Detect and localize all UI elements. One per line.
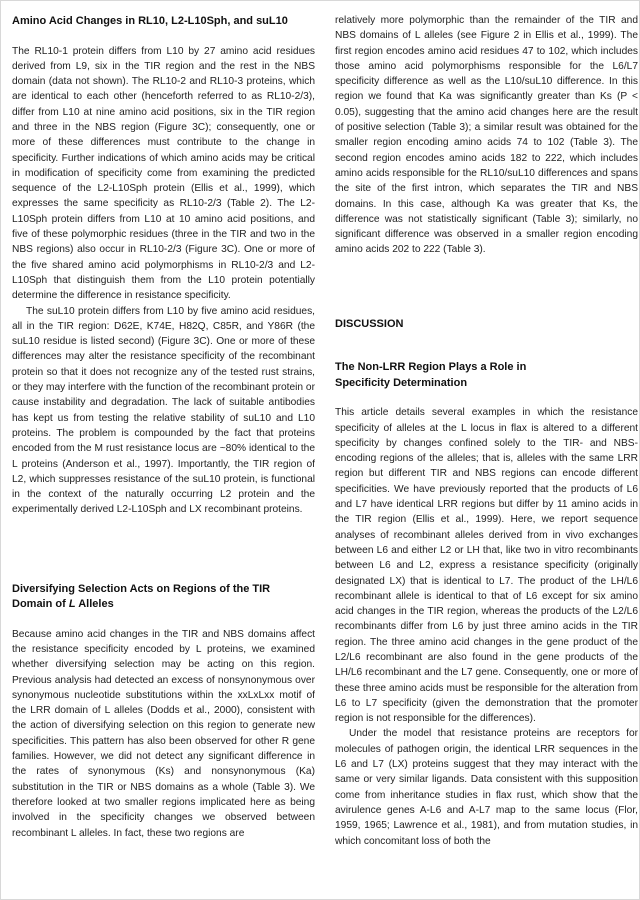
section-heading-diversifying-selection: Diversifying Selection Acts on Regions of the TIR Domain of L Alleles bbox=[12, 582, 271, 611]
left-column bbox=[12, 1, 315, 841]
paragraph-continuation: relatively more polymorphic than the remainder of the TIR and NBS domains of L alleles (see Figure 2 in Ellis et al., 1999). The first region encodes amino acid residues 47 to 102, which includes those amino acid polymorphisms responsible for the L6/L7 specificity difference as well as the L10/suL10 difference. In this region we found that Ka was significantly greater than Ks (P < 0.05), suggesting that the amino acid changes here are the result of positive selection (Table 3); a similar result was obtained for the smaller region encoding amino acids 74 to 102 (Table 3). The second region encodes amino acids 182 to 222, which includes amino acids responsible for the RL10/suL10 differences and spans the site of the first intron, which separates the TIR and NBS domains. In this case, although Ka was greater that Ks, the difference was not statistically significant (Table 3); similarly, no significant difference was observed in a smaller region encoding amino acids 202 to 222 (Table 3). bbox=[335, 15, 638, 256]
paragraph-diversifying-selection: Because amino acid changes in the TIR and NBS domains affect the resistance specificity encoded by L proteins, we examined whether diversifying selection may be acting on this region. Previous analysis had detected an excess of nonsynonymous over synonymous nucleotide substitutions within the xxLxLxx motif of the LRR domain of L alleles (Dodds et al., 2000), consistent with the action of diversifying selection on this region to generate new specificities. This pattern has also been observed for other R gene families. However, we did not detect any significant difference in the rates of synonymous (Ks) and nonsynonymous (Ka) substitution in the TIR or NBS domains as a whole (Table 3). We therefore looked at two smaller regions implicated here as being involved in the specificity changes we observed between recombinant L alleles. In fact, these two regions are bbox=[12, 628, 315, 839]
discussion-heading: DISCUSSION bbox=[335, 317, 404, 330]
paragraph-rl10: The RL10-1 protein differs from L10 by 27 amino acid residues derived from L9, six in the TIR region and the rest in the NBS domain (data not shown). The RL10-2 and RL10-3 proteins, which are identical to each other (henceforth referred to as RL10-2/3), differ from L10 at nine amino acid positions, six in the TIR region and three in the NBS region (Figure 3C); consequently, one or more of these differences must contribute to the change in specificity. Further indications of which amino acids may be critical in modification of specificity come from examining the predicted sequence of the L2-L10Sph protein (Ellis et al., 1999), which expresses the same specificity as RL10-2/3 (Table 2). The L2-L10Sph protein differs from L10 at 10 amino acid positions, and five of these polymorphic residues (three in the TIR and two in the NBS regions) also occur in RL10-2/3 (Figure 3C). One or more of the five shared amino acid polymorphisms in RL10-2/3 and L2-L10Sph that distinguish them from the L10 protein potentially determine the difference in resistance specificity. bbox=[12, 45, 315, 302]
section-heading-non-lrr-region: The Non-LRR Region Plays a Role in Specificity Determination bbox=[335, 361, 527, 389]
right-column bbox=[335, 1, 638, 849]
paragraph-sul10: The suL10 protein differs from L10 by five amino acid residues, all in the TIR region: D62E, K74E, H82Q, C85R, and Y86R (the suL10 residue is listed second) (Figure 3C). One or more of these differences may alter the resistance specificity of the recombinant protein so that it does not recognize any of the tested rust strains, or they may interfere with the function of the recombinant protein or cause instability and degradation. The lack of suitable antibodies has kept us from testing the relative stability of suL10 and L10 proteins. The problem is compounded by the fact that proteins encoded from the M rust resistance locus are ~80% identical to the L proteins (Anderson et al., 1997). Importantly, the TIR region of L2, which suppresses resistance of the suL10 protein, is functional in the context of the naturally occurring L2 protein and the experimentally derived L2-L10Sph and LX recombinant proteins. bbox=[12, 305, 315, 516]
paragraph-non-lrr-1: This article details several examples in which the resistance specificity of alleles at the L locus in flax is altered to a different specificity by changes confined solely to the TIR- and NBS-encoding regions of the alleles; that is, alleles with the same LRR region but different TIR and NBS regions can encode different specificities. We have previously reported that the products of L6 and L7 have identical LRR regions but differ by 11 amino acids in the TIR region (Ellis et al., 1999). Here, we report sequence analyses of recombinant alleles derived from in vivo exchanges between L6 and either L2 or LH that, like two in vitro recombinants between L6 and L2, express a resistance specificity (originally designated LX) that is identical to L7. The product of the LH/L6 recombinant allele is identical to that of L6 except for six amino acid changes in the TIR region, whereas the products of the L2/L6 recombinants differ from L6 by just three amino acids in the TIR region. The three amino acid changes in the gene product of the L2/L6 recombinant are also found in the gene products of the LH/L6 recombinant and the L7 gene. Consequently, one or more of these three amino acids must be responsible for the alteration from L6 to L7 specificity (given the demonstration that the promoter region is not responsible for the differences). bbox=[335, 407, 638, 725]
paragraph-non-lrr-2: Under the model that resistance proteins are receptors for molecules of pathogen origin, the identical LRR sequences in the L6 and L7 (LX) proteins suggest that they may interact with the same or very similar ligands. Data consistent with this supposition come from inheritance studies in flax rust, which show that the avirulence genes A-L6 and A-L7 map to the same locus (Flor, 1959, 1965; Lawrence et al., 1981), and from mutation studies, in which concomitant loss of both the bbox=[335, 728, 638, 847]
section-heading-amino-acid-changes: Amino Acid Changes in RL10, L2-L10Sph, and suL10 bbox=[12, 15, 288, 27]
